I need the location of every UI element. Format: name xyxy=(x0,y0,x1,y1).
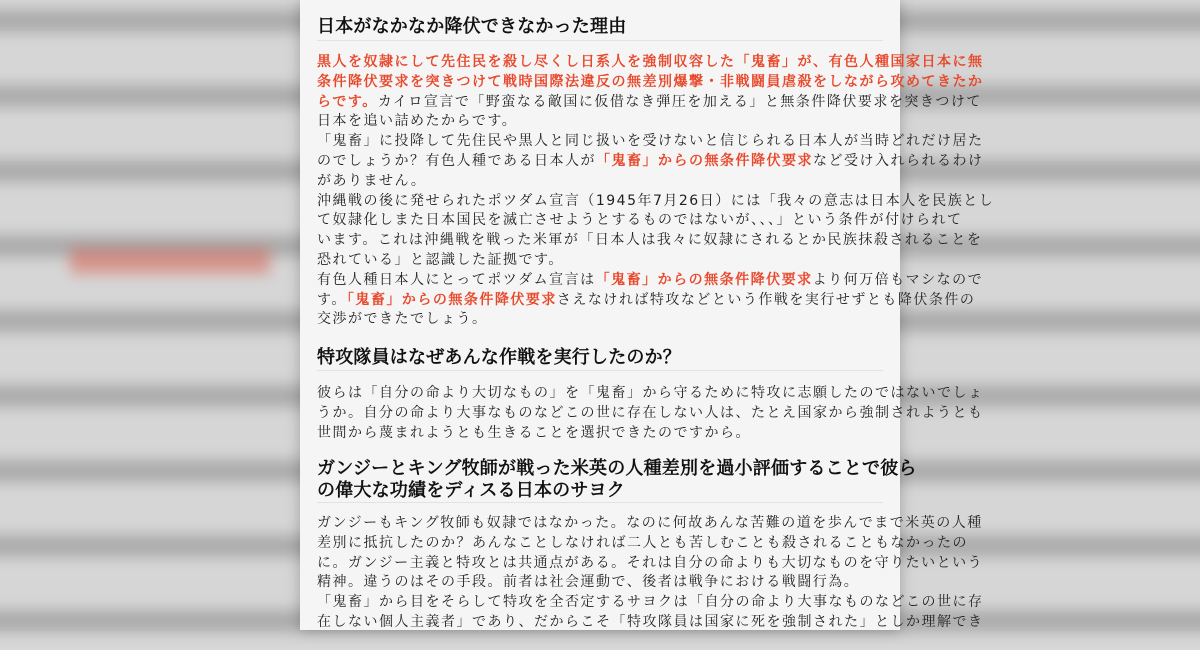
body-text: に。ガンジー主義と特攻とは共通点がある。それは自分の命よりも大切なものを守りたいという xyxy=(317,554,984,571)
highlighted-text: 条件降伏要求を突きつけて戦時国際法違反の無差別爆撃・非戦闘員虐殺をしながら攻めてきたか xyxy=(317,73,984,90)
section-heading: 日本がなかなか降伏できなかった理由 xyxy=(317,16,627,37)
body-text: 沖縄戦の後に発せられたポツダム宣言（1945年7月26日）には「我々の意志は日本人を民族とし xyxy=(317,192,995,209)
body-text: 世間から蔑まれようとも生きることを選択できたのですから。 xyxy=(317,424,751,441)
paragraph-line xyxy=(317,553,983,573)
section-heading: ガンジーとキング牧師が戦った米英の人種差別を過小評価することで彼ら xyxy=(317,458,917,479)
body-text: 有色人種日本人にとってポツダム宣言は xyxy=(317,271,596,288)
body-text: 差別に抵抗したのか？あんなことしなければ二人とも苦しむことも殺されることもなかったの xyxy=(317,534,968,551)
body-text: 日本を追い詰めたからです。 xyxy=(317,113,518,130)
paragraph-line xyxy=(317,111,517,131)
body-text: より何万倍もマシなので xyxy=(812,271,984,288)
highlighted-text: らです。 xyxy=(317,93,378,110)
heading-divider xyxy=(317,40,883,41)
heading-divider xyxy=(317,370,883,371)
paragraph-line xyxy=(317,403,984,423)
paragraph-line xyxy=(317,191,994,211)
paragraph-line xyxy=(317,92,982,112)
body-text: 彼らは「自分の命より大切なもの」を「鬼畜」から守るために特攻に志願したのではないでしょ xyxy=(317,385,984,401)
paragraph-line xyxy=(317,592,984,612)
article-column xyxy=(300,0,995,630)
body-text: など受け入れられるわけ xyxy=(813,153,984,169)
paragraph-line xyxy=(317,250,564,270)
paragraph-line xyxy=(317,383,984,403)
paragraph-line xyxy=(317,230,982,250)
paragraph-line xyxy=(317,52,984,72)
body-text: カイロ宣言で「野蛮なる敵国に仮借なき弾圧を加える」と無条件降伏要求を突きつけて xyxy=(377,93,982,110)
paragraph-line xyxy=(317,612,984,632)
highlighted-text: 「鬼畜」からの無条件降伏要求 xyxy=(346,291,557,308)
body-text: 精神。違うのはその手段。前者は社会運動で、後者は戦争における戦闘行為。 xyxy=(317,574,860,591)
body-text: ガンジーもキング牧師も奴隷ではなかった。なのに何故あんな苦難の道を歩んでまで米英の人種 xyxy=(317,515,983,531)
paragraph-line xyxy=(317,210,963,230)
body-text: がありません。 xyxy=(317,172,427,189)
paragraph-line xyxy=(317,290,975,310)
body-text: うか。自分の命より大事なものなどこの世に存在しない人は、たとえ国家から強制されようとも xyxy=(317,404,984,421)
body-text: のでしょうか？有色人種である日本人が xyxy=(317,153,596,169)
body-text: さえなければ特攻などという作戦を実行せずとも降伏条件の xyxy=(556,291,976,308)
paragraph-line xyxy=(317,151,984,171)
highlighted-text: 「鬼畜」からの無条件降伏要求 xyxy=(595,271,813,288)
paragraph-line xyxy=(317,513,983,533)
paragraph-line xyxy=(317,131,984,151)
paragraph-line xyxy=(317,572,859,592)
heading-divider xyxy=(317,502,883,503)
paragraph-line xyxy=(317,72,984,92)
highlighted-text: 「鬼畜」からの無条件降伏要求 xyxy=(596,153,813,169)
highlighted-text: 黒人を奴隷にして先住民を殺し尽くし日系人を強制収容した「鬼畜」が、有色人種国家日本に無 xyxy=(317,54,984,70)
paragraph-line xyxy=(317,533,968,553)
body-text: 在しない個人主義者」であり、だからこそ「特攻隊員は国家に死を強制された」としか理解でき xyxy=(317,614,984,630)
paragraph-line xyxy=(317,171,426,191)
paragraph-line xyxy=(317,309,488,329)
body-text: います。これは沖縄戦を戦った米軍が「日本人は我々に奴隷にされるとか民族抹殺されることを xyxy=(317,232,983,249)
body-text: て奴隷化しまた日本国民を滅亡させようとするものではないが、、、」という条件が付けられて xyxy=(317,212,963,229)
body-text: 交渉ができたでしょう。 xyxy=(317,311,488,328)
paragraph-line xyxy=(317,270,983,290)
section-heading: の偉大な功績をディスる日本のサヨク xyxy=(317,480,625,501)
body-text: 「鬼畜」に投降して先住民や黒人と同じ扱いを受けないと信じられる日本人が当時どれだけ居た xyxy=(317,133,984,150)
body-text: 恐れている」と認識した証拠です。 xyxy=(317,252,564,268)
body-text: す。 xyxy=(317,291,347,308)
section-heading: 特攻隊員はなぜあんな作戦を実行したのか？ xyxy=(317,347,681,368)
body-text: 「鬼畜」から目をそらして特攻を全否定するサヨクは「自分の命より大事なものなどこの世に存 xyxy=(317,594,984,611)
paragraph-line xyxy=(317,423,751,443)
